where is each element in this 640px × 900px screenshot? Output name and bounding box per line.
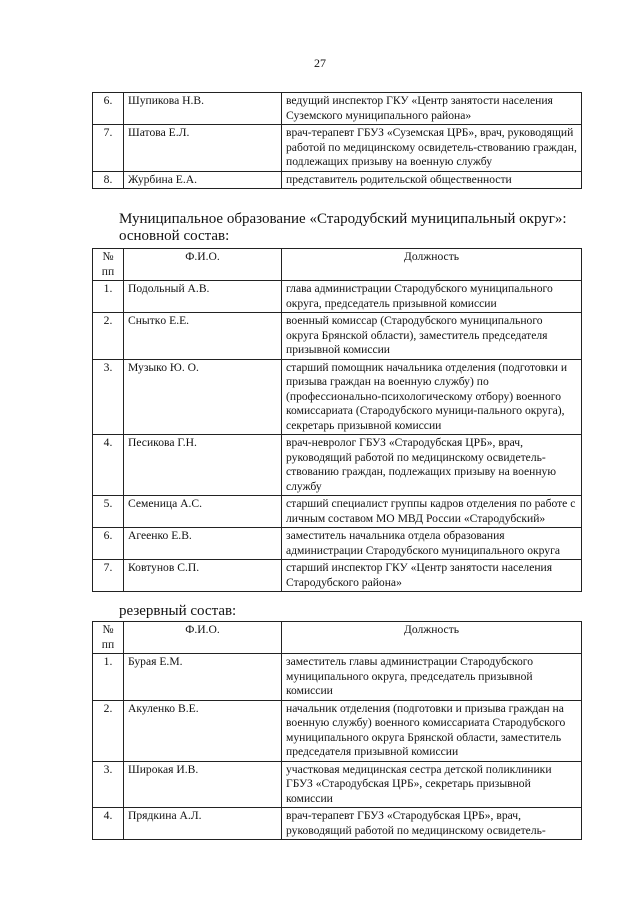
row-number: 2. — [93, 700, 124, 761]
row-number: 5. — [93, 496, 124, 528]
person-position: старший инспектор ГКУ «Центр занятости населения Стародубского района» — [282, 560, 582, 592]
row-number: 8. — [93, 171, 124, 189]
person-position: врач-терапевт ГБУЗ «Суземская ЦРБ», врач, руководящий работой по медицинскому освидетель-ствованию граждан, подлежащих призыву на военную службу — [282, 125, 582, 172]
person-name: Шупикова Н.В. — [124, 93, 282, 125]
header-position: Должность — [282, 622, 582, 654]
table-row — [93, 654, 582, 701]
person-position: старший помощник начальника отделения (подготовки и призыва граждан на военную службу) по (профессионально-психологическому отбору) военного комиссариата (Стародубского муници-пального округа), секретарь призывной комиссии — [282, 359, 582, 435]
person-position: заместитель начальника отдела образования администрации Стародубского муниципального округа — [282, 528, 582, 560]
table-row — [93, 435, 582, 496]
person-name: Акуленко В.Е. — [124, 700, 282, 761]
person-name: Агеенко Е.В. — [124, 528, 282, 560]
row-number: 2. — [93, 313, 124, 360]
row-number: 3. — [93, 359, 124, 435]
table-row — [93, 496, 582, 528]
row-number: 3. — [93, 761, 124, 808]
table-row — [93, 93, 582, 125]
table-row — [93, 528, 582, 560]
header-name: Ф.И.О. — [124, 622, 282, 654]
person-name: Песикова Г.Н. — [124, 435, 282, 496]
person-position: врач-терапевт ГБУЗ «Стародубская ЦРБ», врач, руководящий работой по медицинскому освидетель- — [282, 808, 582, 840]
reserve-commission-table — [92, 621, 582, 840]
table-row — [93, 560, 582, 592]
main-commission-table — [92, 248, 582, 592]
person-name: Бурая Е.М. — [124, 654, 282, 701]
row-number: 1. — [93, 654, 124, 701]
row-number: 4. — [93, 435, 124, 496]
person-position: участковая медицинская сестра детской поликлиники ГБУЗ «Стародубская ЦРБ», секретарь призывной комиссии — [282, 761, 582, 808]
table-row — [93, 313, 582, 360]
row-number: 7. — [93, 560, 124, 592]
person-name: Сныткo Е.Е. — [124, 313, 282, 360]
person-position: представитель родительской общественности — [282, 171, 582, 189]
person-name: Музыко Ю. О. — [124, 359, 282, 435]
table-row — [93, 281, 582, 313]
table-row — [93, 808, 582, 840]
person-name: Подольный А.В. — [124, 281, 282, 313]
person-position: военный комиссар (Стародубского муниципального округа Брянской области), заместитель председателя призывной комиссии — [282, 313, 582, 360]
person-position: глава администрации Стародубского муниципального округа, председатель призывной комиссии — [282, 281, 582, 313]
row-number: 7. — [93, 125, 124, 172]
person-name: Журбина Е.А. — [124, 171, 282, 189]
table-row — [93, 359, 582, 435]
page-number: 27 — [314, 56, 326, 70]
row-number: 4. — [93, 808, 124, 840]
row-number: 1. — [93, 281, 124, 313]
person-position: старший специалист группы кадров отделения по работе с личным составом МО МВД России «Стародубский» — [282, 496, 582, 528]
person-name: Прядкина А.Л. — [124, 808, 282, 840]
person-name: Широкая И.В. — [124, 761, 282, 808]
previous-commission-table — [92, 92, 582, 189]
person-name: Шатова Е.Л. — [124, 125, 282, 172]
person-position: заместитель главы администрации Стародубского муниципального округа, председатель призывной комиссии — [282, 654, 582, 701]
header-number: № пп — [93, 249, 124, 281]
person-position: начальник отделения (подготовки и призыва граждан на военную службу) военного комиссариата Стародубского муниципального округа Брянской области, заместитель председателя призывной комиссии — [282, 700, 582, 761]
person-name: Семеница А.С. — [124, 496, 282, 528]
header-name: Ф.И.О. — [124, 249, 282, 281]
header-number: № пп — [93, 622, 124, 654]
person-position: врач-невролог ГБУЗ «Стародубская ЦРБ», врач, руководящий работой по медицинскому освидетель-ствованию граждан, подлежащих призыву на военную службу — [282, 435, 582, 496]
table-header-row — [93, 249, 582, 281]
header-position: Должность — [282, 249, 582, 281]
table-row — [93, 761, 582, 808]
person-position: ведущий инспектор ГКУ «Центр занятости населения Суземского муниципального района» — [282, 93, 582, 125]
table-row — [93, 125, 582, 172]
reserve-section-heading: резервный состав: — [119, 603, 237, 619]
main-section-heading: Муниципальное образование «Стародубский муниципальный округ»: основной состав: — [119, 211, 567, 244]
table-row — [93, 171, 582, 189]
table-header-row — [93, 622, 582, 654]
row-number: 6. — [93, 93, 124, 125]
row-number: 6. — [93, 528, 124, 560]
person-name: Ковтунов С.П. — [124, 560, 282, 592]
table-row — [93, 700, 582, 761]
